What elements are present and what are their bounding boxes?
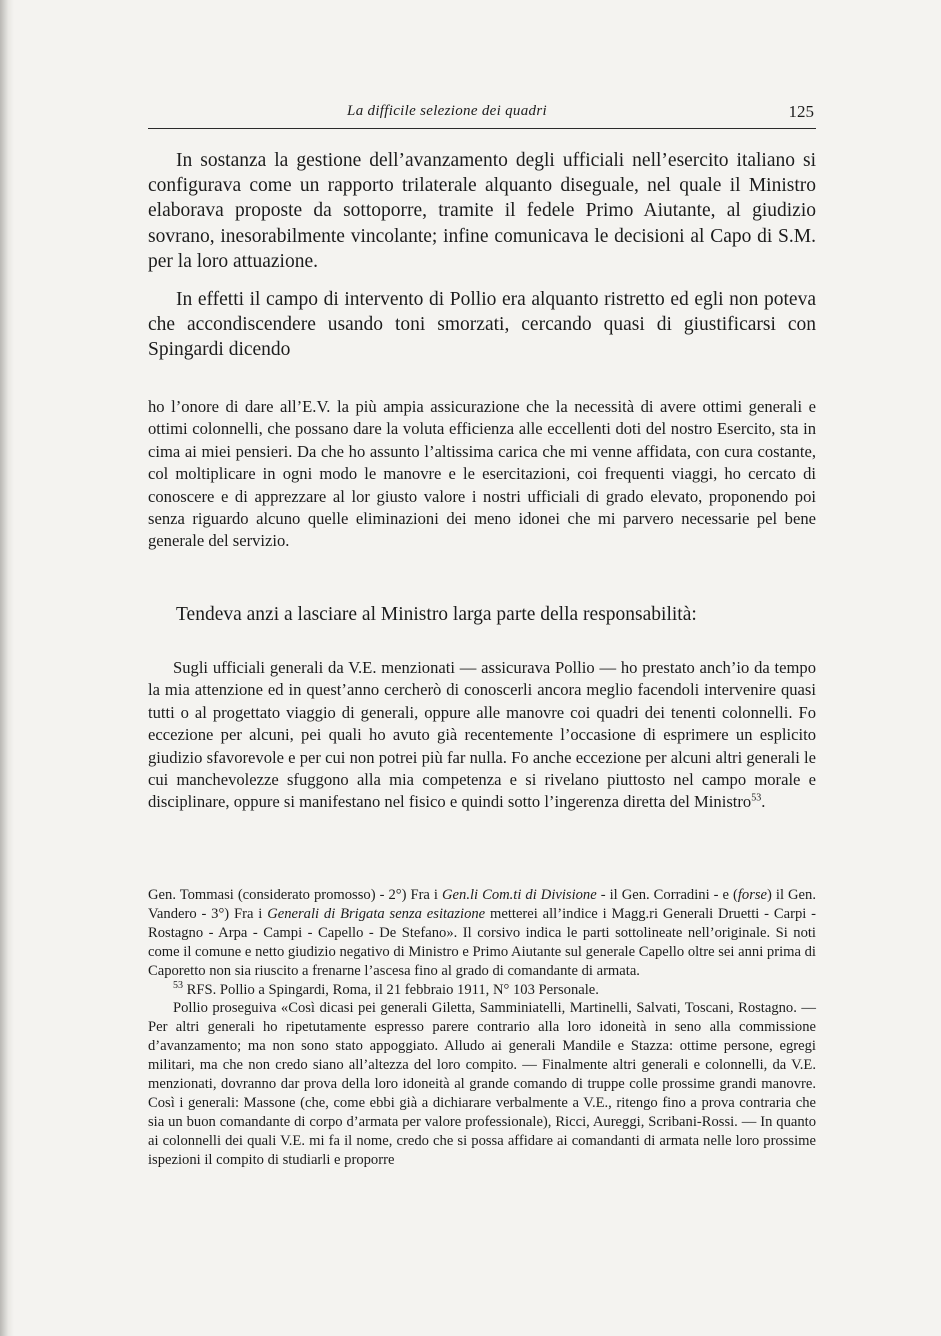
footnote-italic: Generali di Brigata senza esitazione xyxy=(267,905,486,922)
block-quote-2 xyxy=(148,657,816,814)
page-binding-shadow xyxy=(0,0,14,1336)
page-number: 125 xyxy=(788,102,814,121)
footnote-53 xyxy=(148,981,816,1000)
running-title: La difficile selezione dei quadri xyxy=(347,103,547,119)
footnote-52-continuation xyxy=(148,886,816,981)
footnote-italic: Gen.li Com.ti di Divisione xyxy=(442,887,597,903)
footnote-text: ) il Gen. Vandero - 3°) Fra i xyxy=(148,887,816,922)
footnote-53-number: 53 xyxy=(173,979,183,991)
footnote-text: Gen. Tommasi (considerato promosso) - 2°) Fra i xyxy=(148,887,442,903)
block-quote-2-end: . xyxy=(761,792,766,812)
block-quote-2-text: Sugli ufficiali generali da V.E. menzionati — assicurava Pollio — ho prestato anch’io da tempo la mia attenzione ed in quest’anno cercherò di conoscerli ancora meglio facendoli intervenire quasi tutti o al progettato viaggio di generali, oppure alle manovre coi quadri dei tenenti colonnelli. Fo eccezione per alcuni, pei quali ho avuto già recentemente l’occasione di esprimere un esplicito giudizio sfavorevole e per cui non potrei più far nulla. Fo anche eccezione per alcuni altri generali le cui manchevolezze sfuggono alla mia competenza e si rivelano piuttosto nel campo morale e disciplinare, oppure si manifestano nel fisico e quindi sotto l’ingerenza diretta del Ministro xyxy=(148,658,816,812)
footnotes xyxy=(148,886,816,1170)
footnote-text: - il Gen. Corradini - e ( xyxy=(596,887,738,903)
block-quote-1: ho l’onore di dare all’E.V. la più ampia assicurazione che la necessità di avere ottimi generali e ottimi colonnelli, che possano dare la voluta efficienza alle eccellenti doti del nostro Esercito, sta in cima ai miei pensieri. Da che ho assunto l’altissima carica che mi venne affidata, con cura costante, col moltiplicare in ogni modo le manovre e le esercitazioni, coi frequenti viaggi, ho cercato di conoscere e di apprezzare al lor giusto valore i nostri ufficiali di grado elevato, proponendo poi senza riguardo alcuno quelle eliminazioni dei meno idonei che mi parvero necessarie pel bene generale del servizio. xyxy=(148,397,816,551)
footnote-italic: forse xyxy=(737,887,768,903)
footnote-53-text: RFS. Pollio a Spingardi, Roma, il 21 febbraio 1911, N° 103 Personale. xyxy=(183,981,599,998)
body-paragraph-3: Tendeva anzi a lasciare al Ministro larga parte della responsabilità: xyxy=(176,604,697,625)
footnote-text: metterei all’indice i Magg.ri Generali Druetti - Carpi - Rostagno - Arpa - Campi - Capello - De Stefano». Il corsivo indica le parti sottolineate nell’originale. Si noti come il comune e netto giudizio negativo di Ministro e Primo Aiutante sul generale Capello oltre sei anni prima di Caporetto non sia riuscito a frenarne l’ascesa fino al grado di comandante di armata. xyxy=(148,905,817,979)
footnote-ref-53[interactable]: 53 xyxy=(751,792,762,804)
body-paragraph-1: In sostanza la gestione dell’avanzamento degli ufficiali nell’esercito italiano si configurava come un rapporto trilaterale alquanto diseguale, nel quale il Ministro elaborava proposte da sottoporre, tramite il fedele Primo Aiutante, al giudizio sovrano, inesorabilmente vincolante; infine comunicava le decisioni al Capo di S.M. per la loro attuazione. xyxy=(148,150,816,272)
footnote-53-continuation: Pollio proseguiva «Così dicasi pei generali Giletta, Samminiatelli, Martinelli, Salvati, Toscani, Rostagno. — Per altri generali ho ripetutamente espresso parere contrario alla loro idoneità in seno alla commissione d’avanzamento; ma non sono stato appoggiato. Alludo ai generali Mandile e Stazza: ottime persone, egregi militari, ma che non credo siano all’altezza del loro compito. — Finalmente altri generali e colonnelli, da V.E. menzionati, dovranno dar prova della loro idoneità al grande comando di truppe colle prossime grandi manovre. Così i generali: Massone (che, come ebbi già a dichiarare verbalmente a V.E., ritengo fino a prova contraria che sia un buon comandante di corpo d’armata per valore professionale), Ricci, Aureggi, Scribani-Rossi. — In quanto ai colonnelli dei quali V.E. mi fa il nome, credo che si possa affidare ai comandanti di armata nelle loro prossime ispezioni il compito di studiarli e proporre xyxy=(148,1000,816,1168)
running-header xyxy=(148,100,816,129)
body-paragraph-2: In effetti il campo di intervento di Pollio era alquanto ristretto ed egli non poteva che accondiscendere usando toni smorzati, cercando quasi di giustificarsi con Spingardi dicendo xyxy=(148,289,816,361)
